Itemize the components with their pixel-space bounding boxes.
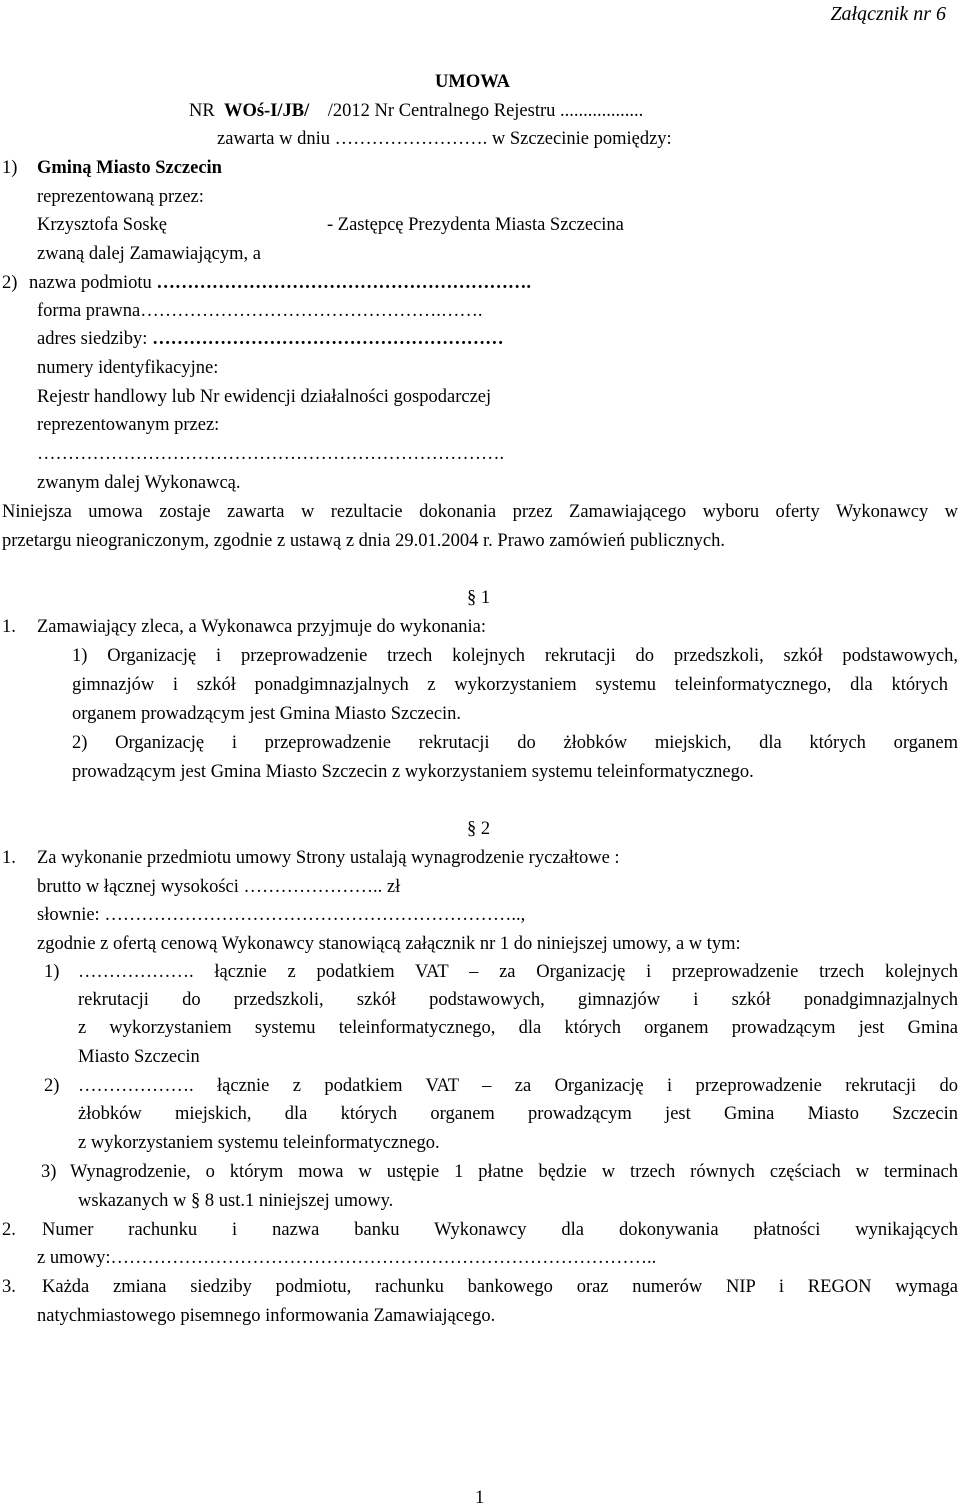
- party2-represented-by: reprezentowanym przez:: [37, 415, 220, 435]
- s2-words: słownie: …………………………………………………………..,: [37, 905, 526, 925]
- s2-sub1-line2: rekrutacji do przedszkoli, szkół podstawowych, gimnazjów i szkół ponadgimnazjalnych: [78, 990, 958, 1010]
- s2-p1-text: Za wykonanie przedmiotu umowy Strony ustalają wynagrodzenie ryczałtowe :: [37, 848, 620, 868]
- party2-entity: [29, 272, 531, 294]
- section1-label: § 1: [467, 588, 491, 608]
- s2-p3-line2: natychmiastowego pisemnego informowania Zamawiającego.: [37, 1306, 496, 1326]
- form-dots: ………………………………………….…….: [140, 301, 483, 321]
- s2-gross: brutto w łącznej wysokości ………………….. zł: [37, 877, 401, 897]
- entity-dots: …………………………………………………….: [156, 273, 532, 293]
- s1-p1-marker: 1.: [2, 617, 16, 637]
- s2-p2-marker: 2.: [2, 1220, 16, 1240]
- party1-represented-by: reprezentowaną przez:: [37, 187, 204, 207]
- number-code: WOś-I/JB/: [223, 101, 310, 121]
- s1-item1-line3: organem prowadzącym jest Gmina Miasto Szczecin.: [72, 704, 462, 724]
- party1-rep-role: - Zastępcę Prezydenta Miasta Szczecina: [327, 215, 624, 235]
- s2-sub2-marker: 2): [44, 1076, 60, 1096]
- s2-sub2-line3: z wykorzystaniem systemu teleinformatycznego.: [78, 1133, 440, 1153]
- party2-ids-label: numery identyfikacyjne:: [37, 358, 219, 378]
- s2-sub1-marker: 1): [44, 962, 60, 982]
- intro-line2: przetargu nieograniczonym, zgodnie z ustawą z dnia 29.01.2004 r. Prawo zamówień publicznych.: [2, 531, 725, 551]
- party2-marker: 2): [2, 273, 18, 293]
- entity-label: nazwa podmiotu: [29, 273, 152, 293]
- s2-sub3-line1: Wynagrodzenie, o którym mowa w ustępie 1 płatne będzie w trzech równych częściach w terminach: [70, 1162, 958, 1182]
- s2-p1-marker: 1.: [2, 848, 16, 868]
- s1-item1-line1: 1) Organizację i przeprowadzenie trzech kolejnych rekrutacji do przedszkoli, szkół podstawowych,: [72, 646, 958, 666]
- s2-sub1-line3: z wykorzystaniem systemu teleinformatycznego, dla których organem prowadzącym jest Gmina: [78, 1018, 958, 1038]
- document-title: UMOWA: [435, 72, 511, 92]
- party1-marker: 1): [2, 158, 18, 178]
- party2-address: [37, 328, 504, 350]
- form-label: forma prawna: [37, 301, 141, 321]
- attachment-label: Załącznik nr 6: [830, 3, 946, 25]
- s2-sub1-line4: Miasto Szczecin: [78, 1047, 200, 1067]
- s2-p2-line2: z umowy:……………………………………………………………………………..: [37, 1248, 657, 1268]
- contract-number-line: [189, 100, 643, 122]
- party1-name: Gminą Miasto Szczecin: [37, 158, 222, 178]
- s2-sub2-line2: żłobków miejskich, dla których organem prowadzącym jest Gmina Miasto Szczecin: [78, 1104, 958, 1124]
- s2-sub3-marker: 3): [41, 1162, 57, 1182]
- s2-sub3-line2: wskazanych w § 8 ust.1 niniejszej umowy.: [78, 1191, 394, 1211]
- s2-p2-line1: Numer rachunku i nazwa banku Wykonawcy dla dokonywania płatności wynikających: [42, 1220, 958, 1240]
- s2-p3-marker: 3.: [2, 1277, 16, 1297]
- party1-called: zwaną dalej Zamawiającym, a: [37, 244, 261, 264]
- s2-offer: zgodnie z ofertą cenową Wykonawcy stanowiącą załącznik nr 1 do niniejszej umowy, a w tym:: [37, 934, 741, 954]
- section2-label: § 2: [467, 819, 491, 839]
- party2-form: [37, 300, 483, 322]
- number-prefix: NR: [189, 101, 215, 121]
- s1-item1-line2: gimnazjów i szkół ponadgimnazjalnych z wykorzystaniem systemu teleinformatycznego, dla których: [72, 675, 948, 695]
- number-year: /2012 Nr Centralnego Rejestru ..................: [327, 101, 644, 121]
- s1-p1-text: Zamawiający zleca, a Wykonawca przyjmuje do wykonania:: [37, 617, 487, 637]
- address-label: adres siedziby:: [37, 329, 148, 349]
- s1-item2-line1: 2) Organizację i przeprowadzenie rekrutacji do żłobków miejskich, dla których organem: [72, 733, 958, 753]
- s2-p3-line1: Każda zmiana siedziby podmiotu, rachunku bankowego oraz numerów NIP i REGON wymaga: [42, 1277, 958, 1297]
- page-number: 1: [475, 1488, 485, 1508]
- concluded-line: zawarta w dniu ……………………. w Szczecinie pomiędzy:: [217, 129, 672, 149]
- party1-rep-name: Krzysztofa Soskę: [37, 215, 167, 235]
- party2-register: Rejestr handlowy lub Nr ewidencji działalności gospodarczej: [37, 387, 492, 407]
- intro-line1: Niniejsza umowa zostaje zawarta w rezultacie dokonania przez Zamawiającego wyboru oferty Wykonawcy w: [2, 502, 958, 522]
- party2-rep-dots: ………………………………………………………………….: [37, 444, 505, 464]
- s1-item2-line2: prowadzącym jest Gmina Miasto Szczecin z wykorzystaniem systemu teleinformatycznego.: [72, 762, 754, 782]
- address-dots: …………………………………………………: [152, 329, 504, 349]
- s2-sub2-line1: ………………. łącznie z podatkiem VAT – za Organizację i przeprowadzenie rekrutacji do: [78, 1076, 958, 1096]
- s2-sub1-line1: ………………. łącznie z podatkiem VAT – za Organizację i przeprowadzenie trzech kolejnych: [78, 962, 958, 982]
- party2-called: zwanym dalej Wykonawcą.: [37, 473, 241, 493]
